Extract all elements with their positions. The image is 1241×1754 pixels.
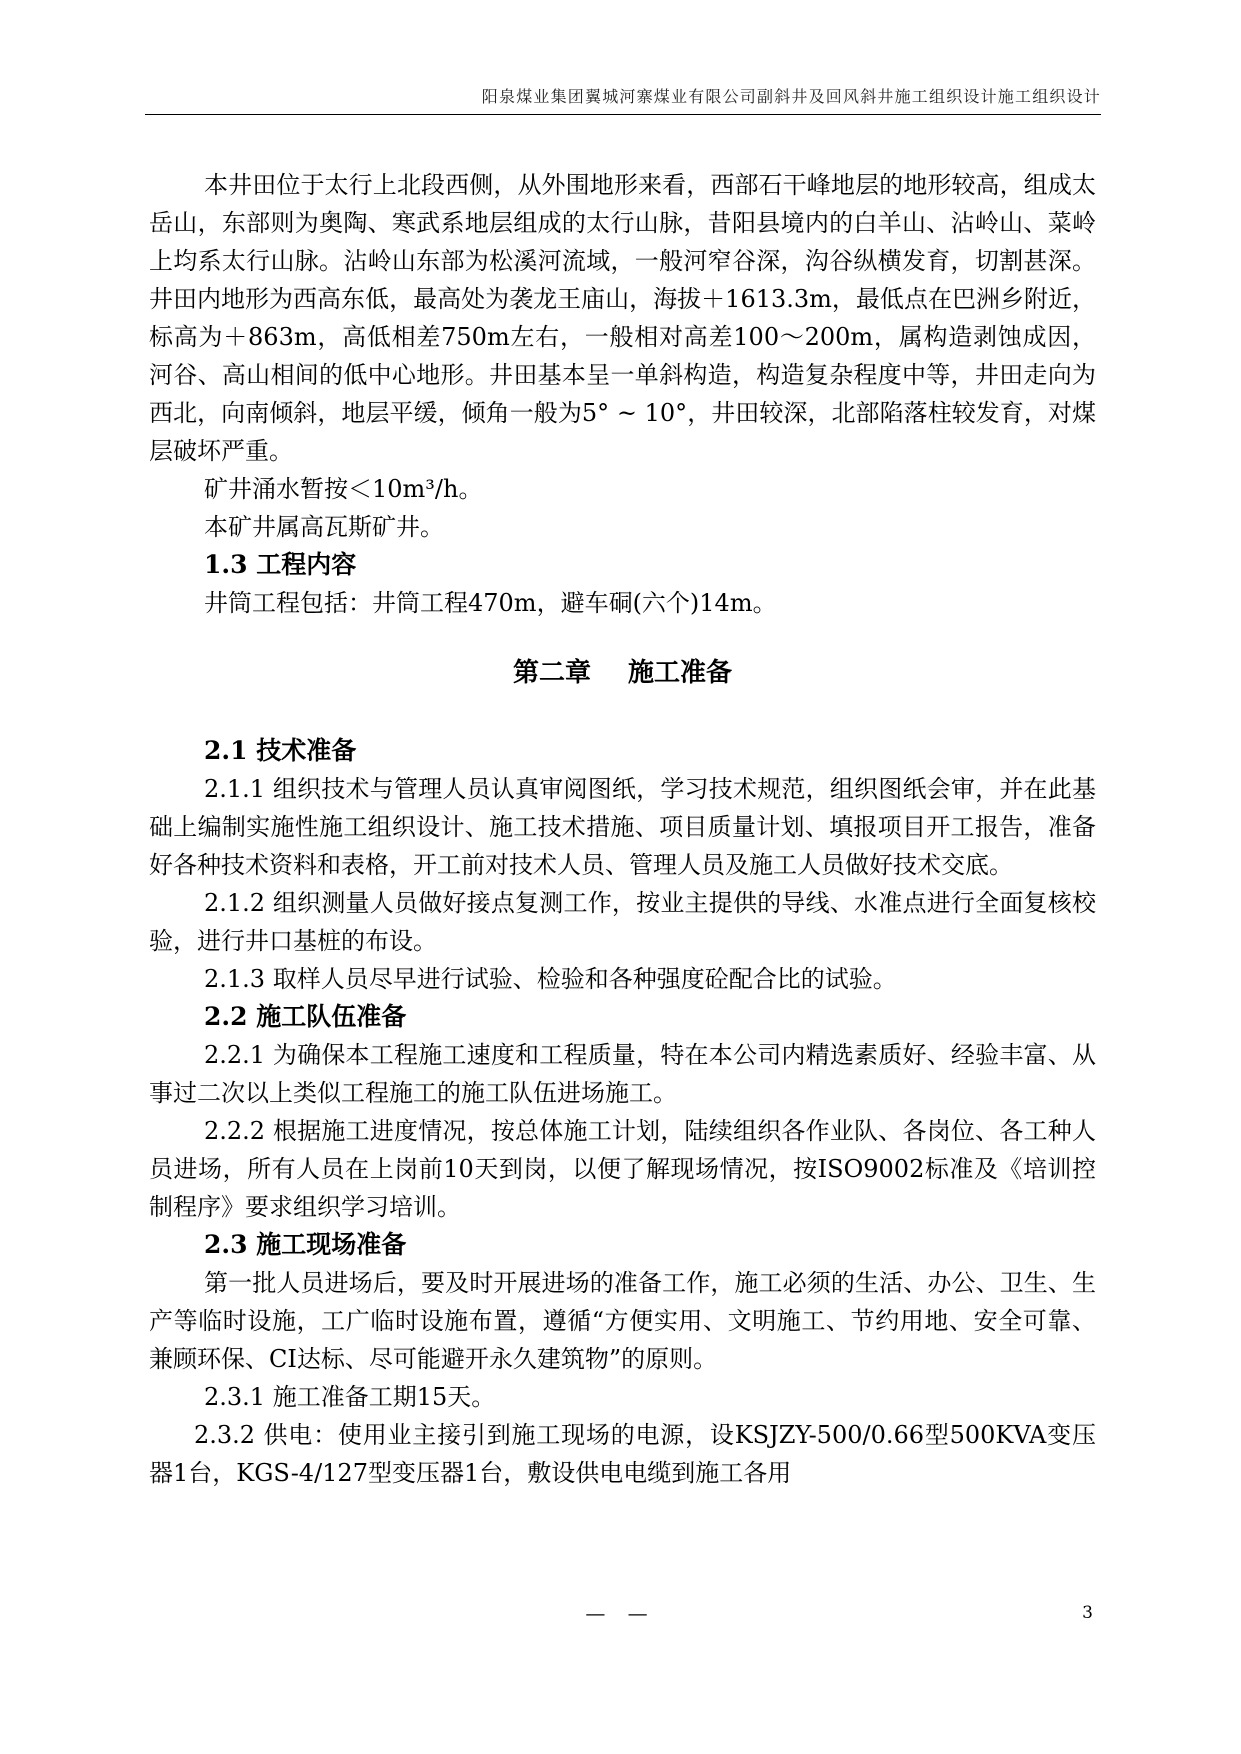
paragraph-2-3: 第一批人员进场后，要及时开展进场的准备工作，施工必须的生活、办公、卫生、生产等临时设施，工广临时设施布置，遵循“方便实用、文明施工、节约用地、安全可靠、兼顾环保、CI达标、尽可能避开永久建筑物”的原则。 [149,1269,1096,1373]
paragraph-2-1-3: 2.1.3 取样人员尽早进行试验、检验和各种强度砼配合比的试验。 [204,965,897,993]
paragraph-2-3-2: 2.3.2 供电：使用业主接引到施工现场的电源，设KSJZY-500/0.66型500KVA变压器1台，KGS-4/127型变压器1台，敷设供电电缆到施工各用 [149,1421,1096,1487]
heading-1-3: 1.3 工程内容 [204,550,357,579]
heading-2-3: 2.3 施工现场准备 [204,1230,407,1259]
header-divider [145,114,1101,115]
paragraph-2-3-1: 2.3.1 施工准备工期15天。 [204,1383,496,1411]
paragraph-2-2-1: 2.2.1 为确保本工程施工速度和工程质量，特在本公司内精选素质好、经验丰富、从事过二次以上类似工程施工的施工队伍进场施工。 [149,1041,1096,1107]
paragraph-2-2-2: 2.2.2 根据施工进度情况，按总体施工计划，陆续组织各作业队、各岗位、各工种人员进场，所有人员在上岗前10天到岗，以便了解现场情况，按ISO9002标准及《培训控制程序》要求组织学习培训。 [149,1117,1096,1221]
page-footer-dashes: — — [585,1601,656,1625]
heading-2-2: 2.2 施工队伍准备 [204,1002,407,1031]
paragraph-water: 矿井涌水暂按＜10m³/h。 [204,475,483,503]
chapter-number: 第二章 [512,658,591,688]
paragraph-terrain: 本井田位于太行上北段西侧，从外围地形来看，西部石干峰地层的地形较高，组成太岳山，东部则为奥陶、寒武系地层组成的太行山脉，昔阳县境内的白羊山、沾岭山、菜岭上均系太行山脉。沾岭山东部为松溪河流域，一般河窄谷深，沟谷纵横发育，切割甚深。井田内地形为西高东低，最高处为袭龙王庙山，海拔＋1613.3m，最低点在巴洲乡附近，标高为＋863m，高低相差750m左右，一般相对高差100～200m，属构造剥蚀成因，河谷、高山相间的低中心地形。井田基本呈一单斜构造，构造复杂程度中等，井田走向为西北，向南倾斜，地层平缓，倾角一般为5° ~ 10°，井田较深，北部陷落柱较发育，对煤层破坏严重。 [149,171,1096,465]
paragraph-gas: 本矿井属高瓦斯矿井。 [204,513,444,541]
paragraph-2-1-2: 2.1.2 组织测量人员做好接点复测工作，按业主提供的导线、水准点进行全面复核校验，进行井口基桩的布设。 [149,889,1096,955]
heading-2-1: 2.1 技术准备 [204,736,357,765]
page-number: 3 [1082,1603,1093,1623]
page-header: 阳泉煤业集团翼城河寨煤业有限公司副斜井及回风斜井施工组织设计施工组织设计 [481,87,1101,106]
document-body [149,166,1096,1492]
paragraph-1-3: 井筒工程包括：井筒工程470m，避车硐(六个)14m。 [204,589,777,617]
chapter-heading [149,654,1096,692]
chapter-title: 施工准备 [628,658,733,688]
paragraph-2-1-1: 2.1.1 组织技术与管理人员认真审阅图纸，学习技术规范，组织图纸会审，并在此基础上编制实施性施工组织设计、施工技术措施、项目质量计划、填报项目开工报告，准备好各种技术资料和表格，开工前对技术人员、管理人员及施工人员做好技术交底。 [149,775,1096,879]
